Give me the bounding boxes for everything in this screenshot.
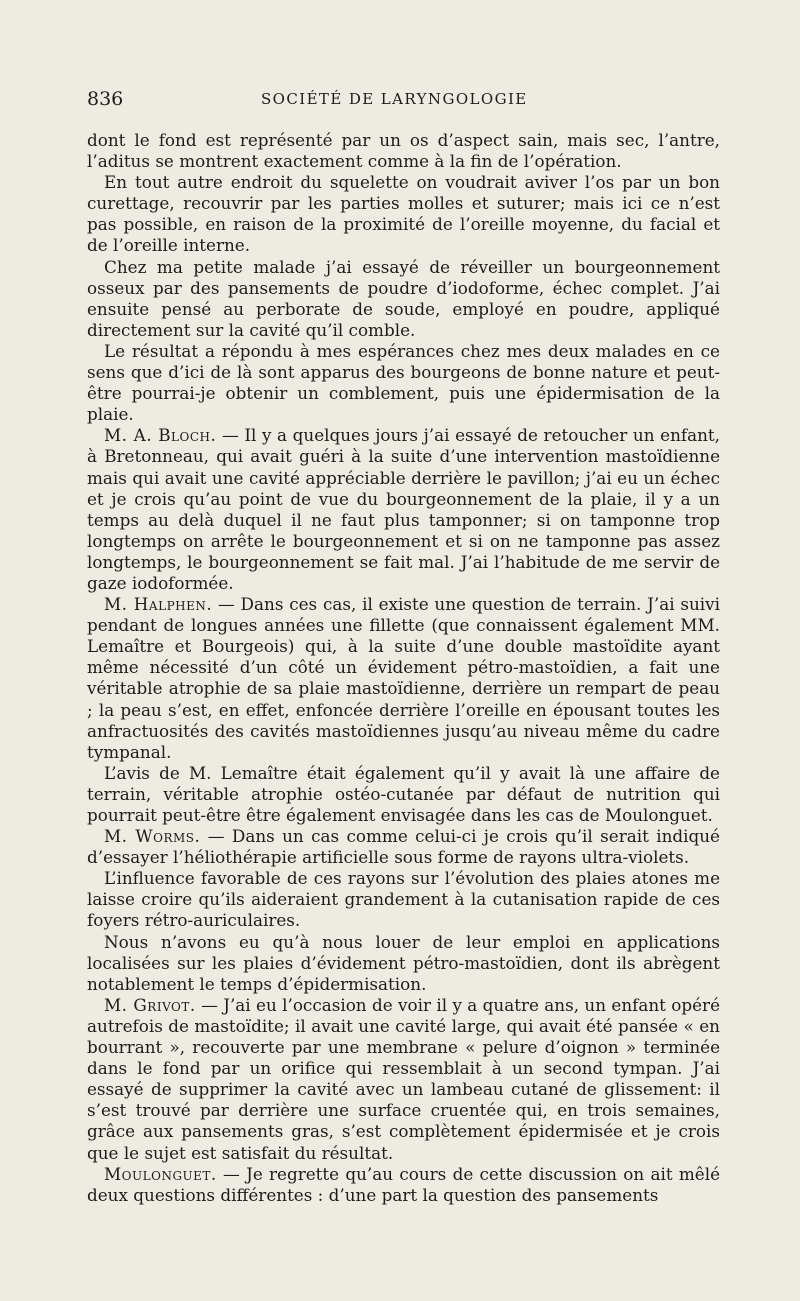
- page-number: 836: [87, 88, 124, 110]
- paragraph: [87, 172, 720, 256]
- paragraph: [87, 130, 720, 172]
- paragraph: [87, 826, 720, 868]
- paragraph: [87, 763, 720, 826]
- paragraph: [87, 257, 720, 341]
- running-title: SOCIÉTÉ DE LARYNGOLOGIE: [261, 90, 528, 108]
- paragraph-text: L’avis de M. Lemaître était également qu’il y avait là une affaire de terrain, véritable atrophie ostéo-cutanée par défaut de nutrition qui pourrait peut-être être également envisagée dans les cas de Moulonguet.: [87, 762, 720, 825]
- body-text: [87, 130, 720, 1206]
- paragraph-text: Chez ma petite malade j’ai essayé de réveiller un bourgeonnement osseux par des pansements de poudre d’iodoforme, échec complet. J’ai ensuite pensé au perborate de soude, employé en poudre, appliqué directement sur la cavité qu’il comble.: [87, 256, 720, 340]
- speaker-name: M. Grivot.: [104, 994, 196, 1015]
- paragraph: [87, 995, 720, 1164]
- paragraph-text: — J’ai eu l’occasion de voir il y a quatre ans, un enfant opéré autrefois de mastoïdite; il avait une cavité large, qui avait été pansée « en bourrant », recouverte par une membrane « pelure d’oignon » terminée dans le fond par un orifice qui ressemblait à un second tympan. J’ai essayé de supprimer la cavité avec un lambeau cutané de glissement: il s’est trouvé par derrière une surface cruentée qui, en trois semaines, grâce aux pansements gras, s’est complètement épidermisée et je crois que le sujet est satisfait du résultat.: [87, 994, 720, 1163]
- page-header: [87, 88, 717, 114]
- paragraph-text: dont le fond est représenté par un os d’aspect sain, mais sec, l’antre, l’aditus se montrent exactement comme à la fin de l’opération.: [87, 130, 720, 172]
- paragraph-text: Le résultat a répondu à mes espérances chez mes deux malades en ce sens que d’ici de là sont apparus des bourgeons de bonne nature et peut-être pourrai-je obtenir un comblement, puis une épidermisation de la plaie.: [87, 340, 720, 425]
- paragraph: [87, 932, 720, 995]
- paragraph-text: — Je regrette qu’au cours de cette discussion on ait mêlé deux questions différentes : d’une part la question des pansements: [87, 1163, 720, 1205]
- paragraph: [87, 1164, 720, 1206]
- paragraph-text: L’influence favorable de ces rayons sur l’évolution des plaies atones me laisse croire qu’ils aideraient grandement à la cutanisation rapide de ces foyers rétro-auriculaires.: [87, 868, 720, 931]
- paragraph: [87, 425, 720, 594]
- paragraph-text: — Dans ces cas, il existe une question de terrain. J’ai suivi pendant de longues années une fillette (que connaissent également MM. Lemaître et Bourgeois) qui, à la suite d’une double mastoïdite ayant même nécessité d’un côté un évidement pétro-mastoïdien, a fait une véritable atrophie de sa plaie mastoïdienne, derrière un rempart de peau ; la peau s’est, en effet, enfoncée derrière l’oreille en épousant toutes les anfractuosités des cavités mastoïdiennes jusqu’au niveau même du cadre tympanal.: [87, 594, 720, 762]
- speaker-name: M. Worms.: [104, 826, 201, 847]
- paragraph: [87, 868, 720, 931]
- paragraph: [87, 341, 720, 425]
- paragraph-text: — Dans un cas comme celui-ci je crois qu’il serait indiqué d’essayer l’héliothérapie artificielle sous forme de rayons ultra-violets.: [87, 826, 720, 868]
- paragraph-text: Nous n’avons eu qu’à nous louer de leur emploi en applications localisées sur les plaies d’évidement pétro-mastoïdien, dont ils abrègent notablement le temps d’épidermisation.: [87, 931, 720, 994]
- paragraph: [87, 594, 720, 763]
- paragraph-text: — Il y a quelques jours j’ai essayé de retoucher un enfant, à Bretonneau, qui avait guéri à la suite d’une intervention mastoïdienne mais qui avait une cavité appréciable derrière le pavillon; j’ai eu un échec et je crois qu’au point de vue du bourgeonnement de la plaie, il y a un temps au delà duquel il ne faut plus tamponner; si on tamponne trop longtemps on arrête le bourgeonnement et si on ne tamponne pas assez longtemps, le bourgeonnement se fait mal. J’ai l’habitude de me servir de gaze iodoformée.: [87, 425, 721, 593]
- paragraph-text: En tout autre endroit du squelette on voudrait aviver l’os par un bon curettage, recouvrir par les parties molles et suturer; mais ici ce n’est pas possible, en raison de la proximité de l’oreille moyenne, du facial et de l’oreille interne.: [87, 172, 720, 256]
- speaker-name: M. Halphen.: [104, 594, 213, 615]
- speaker-name: Moulonguet.: [104, 1163, 217, 1184]
- speaker-name: M. A. Bloch.: [104, 425, 217, 446]
